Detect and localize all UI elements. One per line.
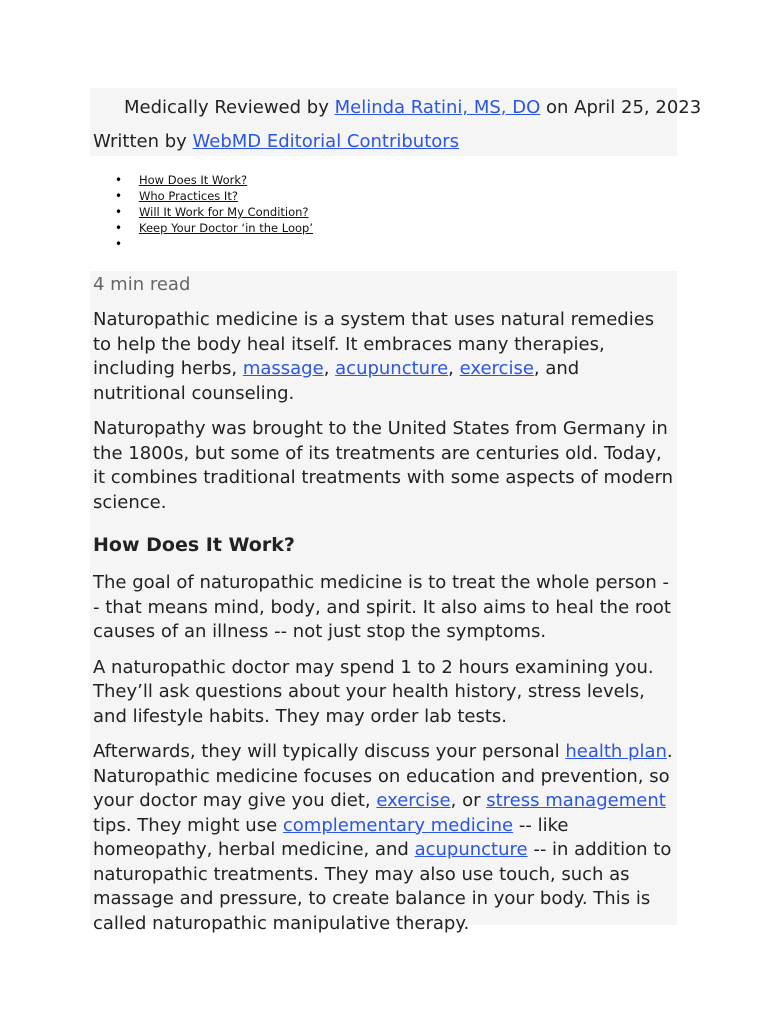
reviewer-link[interactable]: Melinda Ratini, MS, DO	[334, 97, 541, 118]
text-span: ,	[448, 358, 460, 379]
text-span: . Naturopathic medicine focuses on education and prevention, so your doctor may give you diet,	[93, 741, 673, 811]
health-plan-link[interactable]: health plan	[565, 741, 667, 762]
toc-link-who-practices-it[interactable]: Who Practices It?	[139, 189, 238, 203]
section-heading-how-does-it-work: How Does It Work?	[93, 534, 295, 556]
paragraph-goal: The goal of naturopathic medicine is to treat the whole person -- that means mind, body, and spirit. It also aims to heal the root causes of an illness -- not just stop the symptoms.	[93, 572, 671, 642]
paragraph-plan	[93, 740, 674, 936]
exercise-link[interactable]: exercise	[459, 358, 534, 379]
paragraph-intro	[93, 308, 674, 406]
paragraph-exam: A naturopathic doctor may spend 1 to 2 hours examining you. They’ll ask questions about your health history, stress levels, and lifestyle habits. They may order lab tests.	[93, 656, 654, 727]
toc-item-empty	[139, 236, 313, 252]
text-span: Afterwards, they will typically discuss your personal	[93, 741, 566, 762]
read-time: 4 min read	[93, 274, 191, 295]
author-link[interactable]: WebMD Editorial Contributors	[192, 131, 460, 152]
toc-item	[139, 220, 313, 236]
written-prefix: Written by	[93, 131, 187, 152]
toc-item	[139, 188, 313, 204]
exercise-link-2[interactable]: exercise	[376, 790, 451, 811]
text-span: -- like homeopathy, herbal medicine, and	[93, 814, 569, 860]
toc-link-how-does-it-work[interactable]: How Does It Work?	[139, 173, 248, 187]
stress-management-link[interactable]: stress management	[486, 790, 666, 811]
reviewed-date: on April 25, 2023	[546, 97, 702, 118]
complementary-medicine-link[interactable]: complementary medicine	[282, 814, 514, 836]
table-of-contents	[139, 172, 313, 252]
toc-item	[139, 172, 313, 188]
medically-reviewed-line	[124, 97, 701, 118]
text-span: , and nutritional counseling.	[93, 358, 580, 404]
written-by-line	[93, 131, 459, 152]
text-span: tips. They might use	[93, 814, 283, 836]
toc-item	[139, 204, 313, 220]
toc-link-keep-your-doctor[interactable]: Keep Your Doctor ‘in the Loop’	[139, 221, 313, 235]
massage-link[interactable]: massage	[242, 358, 324, 379]
paragraph-history: Naturopathy was brought to the United States from Germany in the 1800s, but some of its treatments are centuries old. Today, it combines traditional treatments with some aspects of modern science.	[93, 418, 673, 513]
acupuncture-link[interactable]: acupuncture	[335, 358, 449, 379]
acupuncture-link-2[interactable]: acupuncture	[414, 839, 528, 860]
reviewed-prefix: Medically Reviewed by	[124, 97, 329, 118]
toc-link-will-it-work[interactable]: Will It Work for My Condition?	[139, 205, 309, 219]
text-span: ,	[323, 358, 336, 379]
text-span: -- in addition to naturopathic treatments. They may also use touch, such as massage and pressure, to create balance in your body. This is called naturopathic manipulative therapy.	[93, 839, 672, 934]
text-span: Naturopathic medicine is a system that uses natural remedies to help the body heal itself. It embraces many therapies, including herbs,	[93, 309, 655, 379]
text-span: , or	[450, 790, 487, 811]
article-body	[90, 271, 677, 934]
byline-panel	[90, 88, 702, 156]
